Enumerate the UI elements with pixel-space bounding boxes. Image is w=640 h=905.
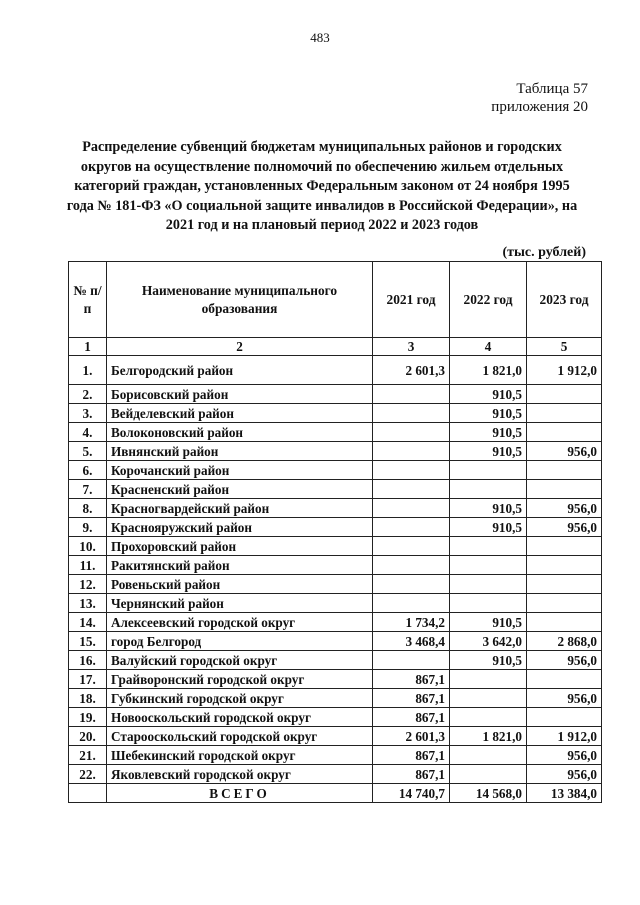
value-2022 [450, 765, 527, 784]
row-number: 13. [69, 594, 107, 613]
value-2022: 1 821,0 [450, 356, 527, 385]
column-number-row [69, 338, 602, 356]
value-2021 [373, 404, 450, 423]
row-number: 10. [69, 537, 107, 556]
total-row [69, 784, 602, 803]
value-2022 [450, 689, 527, 708]
municipality-name: Корочанский район [107, 461, 373, 480]
value-2021 [373, 594, 450, 613]
table-header-row [69, 262, 602, 338]
row-number: 17. [69, 670, 107, 689]
row-number: 18. [69, 689, 107, 708]
value-2021 [373, 575, 450, 594]
header-2021: 2021 год [373, 262, 450, 338]
municipality-name: Прохоровский район [107, 537, 373, 556]
value-2022: 910,5 [450, 442, 527, 461]
row-number: 9. [69, 518, 107, 537]
value-2022: 910,5 [450, 423, 527, 442]
value-2022 [450, 670, 527, 689]
value-2021: 1 734,2 [373, 613, 450, 632]
table-row [69, 727, 602, 746]
column-number: 1 [69, 338, 107, 356]
document-title: Распределение субвенций бюджетам муниципальных районов и городских округов на осуществление полномочий по обеспечению жильем отдельных категорий граждан, установленных Федеральным законом от 24 ноября 1995 года № 181-ФЗ «О социальной защите инвалидов в Российской Федерации», на 2021 год и на плановый период 2022 и 2023 годов [66, 139, 578, 233]
value-2023 [527, 385, 602, 404]
municipality-name: Чернянский район [107, 594, 373, 613]
table-row [69, 404, 602, 423]
total-2023: 13 384,0 [527, 784, 602, 803]
header-2022: 2022 год [450, 262, 527, 338]
municipality-name: Новооскольский городской округ [107, 708, 373, 727]
municipality-name: Борисовский район [107, 385, 373, 404]
row-number: 14. [69, 613, 107, 632]
municipality-name: Ивнянский район [107, 442, 373, 461]
table-row [69, 385, 602, 404]
value-2022: 910,5 [450, 518, 527, 537]
total-2021: 14 740,7 [373, 784, 450, 803]
row-number: 11. [69, 556, 107, 575]
table-row [69, 670, 602, 689]
table-body [69, 356, 602, 784]
value-2022: 910,5 [450, 404, 527, 423]
municipality-name: Старооскольский городской округ [107, 727, 373, 746]
column-number: 5 [527, 338, 602, 356]
municipality-name: Шебекинский городской округ [107, 746, 373, 765]
value-2021: 3 468,4 [373, 632, 450, 651]
value-2021: 867,1 [373, 746, 450, 765]
column-number: 3 [373, 338, 450, 356]
value-2022 [450, 575, 527, 594]
value-2023 [527, 575, 602, 594]
value-2021 [373, 556, 450, 575]
row-number: 8. [69, 499, 107, 518]
table-row [69, 613, 602, 632]
page-number: 483 [310, 30, 330, 45]
value-2022: 910,5 [450, 499, 527, 518]
table-row [69, 556, 602, 575]
row-number: 19. [69, 708, 107, 727]
table-row [69, 356, 602, 385]
value-2021 [373, 480, 450, 499]
municipality-name: Волоконовский район [107, 423, 373, 442]
municipality-name: Губкинский городской округ [107, 689, 373, 708]
row-number: 22. [69, 765, 107, 784]
unit-note: (тыс. рублей) [502, 245, 586, 260]
value-2023: 1 912,0 [527, 356, 602, 385]
row-number: 12. [69, 575, 107, 594]
value-2023 [527, 613, 602, 632]
value-2021: 867,1 [373, 689, 450, 708]
row-number: 4. [69, 423, 107, 442]
value-2023: 956,0 [527, 746, 602, 765]
value-2021 [373, 518, 450, 537]
value-2022 [450, 708, 527, 727]
municipality-name: Красногвардейский район [107, 499, 373, 518]
value-2022: 910,5 [450, 613, 527, 632]
value-2023 [527, 480, 602, 499]
value-2022 [450, 537, 527, 556]
row-number: 20. [69, 727, 107, 746]
table-row [69, 480, 602, 499]
table-row [69, 708, 602, 727]
municipality-name: Ровеньский район [107, 575, 373, 594]
value-2021: 867,1 [373, 765, 450, 784]
table-row [69, 632, 602, 651]
value-2023 [527, 708, 602, 727]
total-num-cell [69, 784, 107, 803]
value-2021 [373, 442, 450, 461]
value-2023: 956,0 [527, 651, 602, 670]
column-number: 2 [107, 338, 373, 356]
table-row [69, 765, 602, 784]
table-row [69, 499, 602, 518]
subvention-table [68, 261, 602, 803]
value-2023 [527, 556, 602, 575]
value-2023 [527, 461, 602, 480]
value-2023 [527, 670, 602, 689]
value-2023: 956,0 [527, 518, 602, 537]
value-2021 [373, 461, 450, 480]
value-2022: 910,5 [450, 385, 527, 404]
value-2023: 956,0 [527, 442, 602, 461]
municipality-name: Вейделевский район [107, 404, 373, 423]
total-2022: 14 568,0 [450, 784, 527, 803]
value-2021: 2 601,3 [373, 727, 450, 746]
municipality-name: Белгородский район [107, 356, 373, 385]
value-2022: 910,5 [450, 651, 527, 670]
value-2021 [373, 385, 450, 404]
municipality-name: город Белгород [107, 632, 373, 651]
value-2021 [373, 423, 450, 442]
column-number: 4 [450, 338, 527, 356]
value-2023 [527, 404, 602, 423]
value-2023: 956,0 [527, 499, 602, 518]
table-row [69, 518, 602, 537]
table-row [69, 689, 602, 708]
row-number: 16. [69, 651, 107, 670]
value-2023: 2 868,0 [527, 632, 602, 651]
table-reference [491, 80, 588, 116]
table-row [69, 461, 602, 480]
municipality-name: Валуйский городской округ [107, 651, 373, 670]
header-num: № п/п [69, 262, 107, 338]
table-row [69, 537, 602, 556]
value-2021: 867,1 [373, 670, 450, 689]
value-2022 [450, 461, 527, 480]
row-number: 5. [69, 442, 107, 461]
value-2023 [527, 594, 602, 613]
total-label: ВСЕГО [107, 784, 373, 803]
header-2023: 2023 год [527, 262, 602, 338]
row-number: 7. [69, 480, 107, 499]
value-2023: 956,0 [527, 765, 602, 784]
table-row [69, 746, 602, 765]
table-ref-line-2: приложения 20 [491, 99, 588, 115]
value-2021: 2 601,3 [373, 356, 450, 385]
value-2023 [527, 423, 602, 442]
value-2021 [373, 537, 450, 556]
value-2023: 1 912,0 [527, 727, 602, 746]
table-row [69, 423, 602, 442]
value-2023 [527, 537, 602, 556]
value-2022 [450, 746, 527, 765]
value-2023: 956,0 [527, 689, 602, 708]
table-ref-line-1: Таблица 57 [516, 81, 588, 97]
table-row [69, 575, 602, 594]
municipality-name: Красненский район [107, 480, 373, 499]
value-2022 [450, 556, 527, 575]
value-2022: 3 642,0 [450, 632, 527, 651]
value-2021: 867,1 [373, 708, 450, 727]
value-2021 [373, 499, 450, 518]
row-number: 1. [69, 356, 107, 385]
table-row [69, 651, 602, 670]
row-number: 15. [69, 632, 107, 651]
municipality-name: Ракитянский район [107, 556, 373, 575]
row-number: 3. [69, 404, 107, 423]
municipality-name: Краснояружский район [107, 518, 373, 537]
row-number: 2. [69, 385, 107, 404]
header-name: Наименование муниципального образования [107, 262, 373, 338]
municipality-name: Грайворонский городской округ [107, 670, 373, 689]
row-number: 21. [69, 746, 107, 765]
table-row [69, 442, 602, 461]
value-2022: 1 821,0 [450, 727, 527, 746]
table-row [69, 594, 602, 613]
value-2021 [373, 651, 450, 670]
value-2022 [450, 594, 527, 613]
row-number: 6. [69, 461, 107, 480]
value-2022 [450, 480, 527, 499]
municipality-name: Алексеевский городской округ [107, 613, 373, 632]
municipality-name: Яковлевский городской округ [107, 765, 373, 784]
